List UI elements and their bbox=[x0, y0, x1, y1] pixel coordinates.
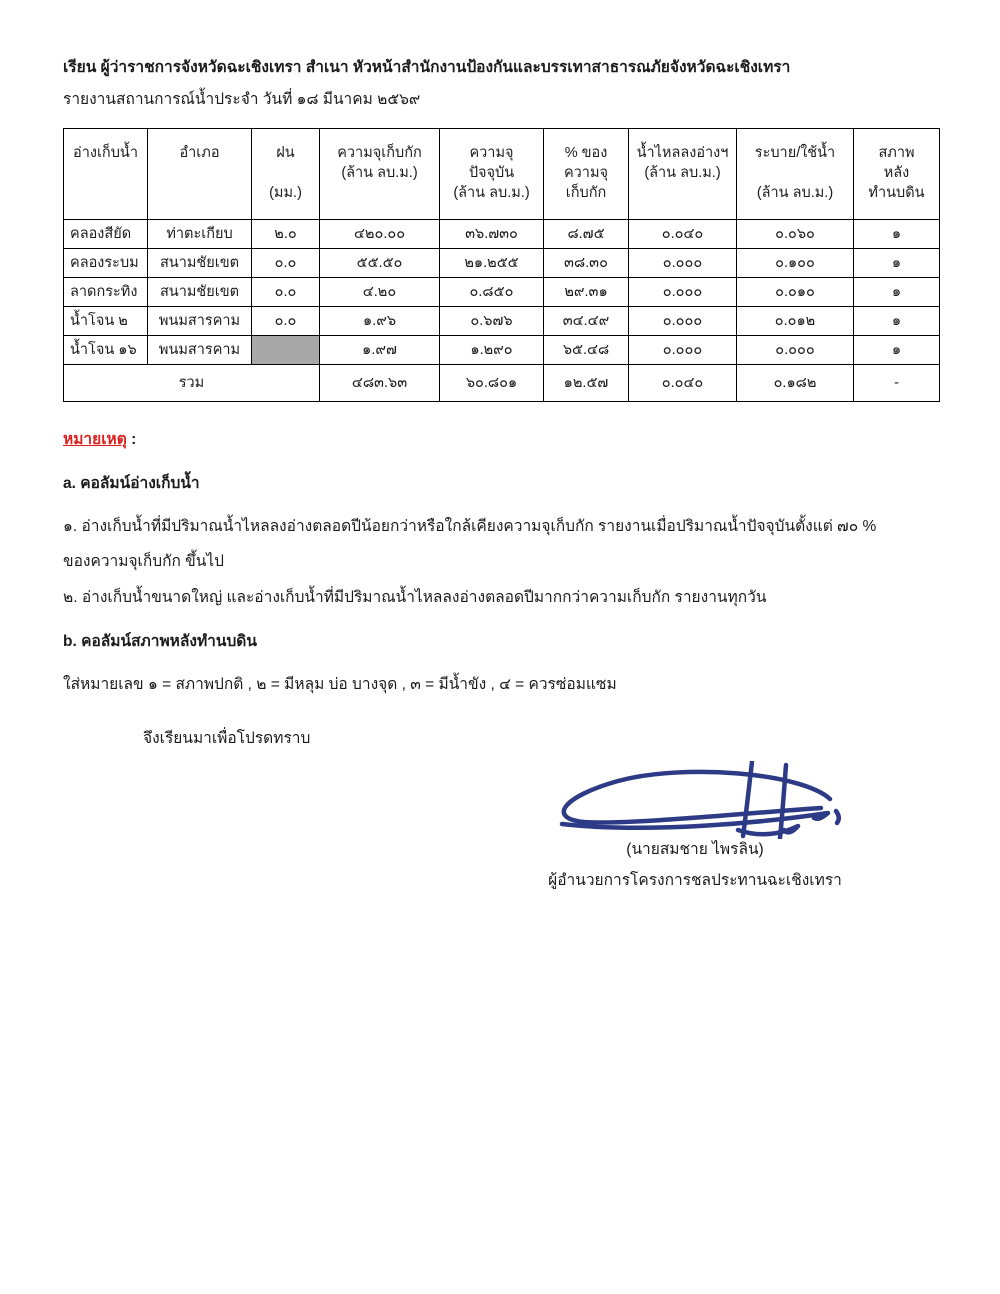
table-cell: ๔๒๐.๐๐ bbox=[320, 219, 440, 248]
total-cell: ๑๒.๕๗ bbox=[544, 364, 629, 401]
column-header-4: ความจุ ปัจจุบัน (ล้าน ลบ.ม.) bbox=[440, 128, 544, 219]
table-cell: ๐.๐๐๐ bbox=[629, 248, 737, 277]
reservoir-name-cell: ลาดกระทิง bbox=[64, 277, 148, 306]
table-cell: ๑.๙๗ bbox=[320, 335, 440, 364]
table-cell: ๐.๐๐๐ bbox=[629, 335, 737, 364]
table-row-3 bbox=[64, 306, 940, 335]
table-cell: ท่าตะเกียบ bbox=[148, 219, 252, 248]
table-cell: ๐.๐๑๒ bbox=[737, 306, 854, 335]
table-cell: ๑.๙๖ bbox=[320, 306, 440, 335]
table-cell: ๑ bbox=[854, 335, 940, 364]
note-section-a-title: a. คอลัมน์อ่างเก็บน้ำ bbox=[63, 475, 200, 493]
table-cell: พนมสารคาม bbox=[148, 335, 252, 364]
table-cell: ๐.๐ bbox=[252, 248, 320, 277]
column-header-7: ระบาย/ใช้น้ำ (ล้าน ลบ.ม.) bbox=[737, 128, 854, 219]
column-header-2: ฝน (มม.) bbox=[252, 128, 320, 219]
table-row-1 bbox=[64, 248, 940, 277]
total-label: รวม bbox=[64, 364, 320, 401]
notes-heading-red-text: หมายเหตุ bbox=[63, 430, 127, 448]
reservoir-name-cell: น้ำโจน ๒ bbox=[64, 306, 148, 335]
reservoir-name-cell: คลองระบม bbox=[64, 248, 148, 277]
table-cell: ๐.๘๕๐ bbox=[440, 277, 544, 306]
table-row-4 bbox=[64, 335, 940, 364]
table-cell: ๐.๑๐๐ bbox=[737, 248, 854, 277]
table-cell: ๐.๐๐๐ bbox=[629, 277, 737, 306]
table-cell: ๔.๒๐ bbox=[320, 277, 440, 306]
table-cell: ๐.๐๖๐ bbox=[737, 219, 854, 248]
table-cell: ๒๙.๓๑ bbox=[544, 277, 629, 306]
table-row-0 bbox=[64, 219, 940, 248]
table-cell: ๓๖.๗๓๐ bbox=[440, 219, 544, 248]
table-cell: ๓๘.๓๐ bbox=[544, 248, 629, 277]
signer-title: ผู้อำนวยการโครงการชลประทานฉะเชิงเทรา bbox=[548, 872, 842, 890]
table-cell: พนมสารคาม bbox=[148, 306, 252, 335]
column-header-1: อำเภอ bbox=[148, 128, 252, 219]
table-cell: ๖๕.๔๘ bbox=[544, 335, 629, 364]
column-header-3: ความจุเก็บกัก (ล้าน ลบ.ม.) bbox=[320, 128, 440, 219]
table-row-2 bbox=[64, 277, 940, 306]
table-cell: ๐.๐๐๐ bbox=[629, 306, 737, 335]
recipient-line: เรียน ผู้ว่าราชการจังหวัดฉะเชิงเทรา สำเนา หัวหน้าสำนักงานป้องกันและบรรเทาสาธารณภัยจังหวัดฉะเชิงเทรา bbox=[63, 59, 791, 76]
signature-block bbox=[530, 761, 860, 893]
notes-heading-colon: : bbox=[126, 430, 137, 448]
table-cell: ๒.๐ bbox=[252, 219, 320, 248]
table-cell: ๐.๐๔๐ bbox=[629, 219, 737, 248]
total-row bbox=[64, 364, 940, 401]
note-item-1: ๑. อ่างเก็บน้ำที่มีปริมาณน้ำไหลลงอ่างตลอดปีน้อยกว่าหรือใกล้เคียงความจุเก็บกัก รายงานเมื่อปริมาณน้ำปัจจุบันตั้งแต่ ๗๐ % bbox=[63, 517, 877, 535]
total-cell: ๐.๑๘๒ bbox=[737, 364, 854, 401]
total-cell: - bbox=[854, 364, 940, 401]
table-cell: ๑ bbox=[854, 306, 940, 335]
table-cell bbox=[252, 335, 320, 364]
total-cell: ๐.๐๔๐ bbox=[629, 364, 737, 401]
water-report-table bbox=[63, 128, 940, 402]
table-cell: ๑ bbox=[854, 277, 940, 306]
table-cell: ๒๑.๒๕๕ bbox=[440, 248, 544, 277]
table-cell: ๐.๖๗๖ bbox=[440, 306, 544, 335]
table-cell: ๐.๐๑๐ bbox=[737, 277, 854, 306]
note-item-b: ใส่หมายเลข ๑ = สภาพปกติ , ๒ = มีหลุม บ่อ บางจุด , ๓ = มีน้ำขัง , ๔ = ควรซ่อมแซม bbox=[63, 675, 617, 693]
note-item-1-continued: ของความจุเก็บกัก ขึ้นไป bbox=[63, 553, 224, 571]
table-cell: ๑.๒๙๐ bbox=[440, 335, 544, 364]
note-item-2: ๒. อ่างเก็บน้ำขนาดใหญ่ และอ่างเก็บน้ำที่มีปริมาณน้ำไหลลงอ่างตลอดปีมากกว่าความเก็บกัก รายงานทุกวัน bbox=[63, 588, 767, 606]
signer-name: (นายสมชาย ไพรลิน) bbox=[626, 840, 764, 858]
column-header-0: อ่างเก็บน้ำ bbox=[64, 128, 148, 219]
table-cell: ๐.๐ bbox=[252, 277, 320, 306]
table-cell: ๐.๐ bbox=[252, 306, 320, 335]
notes-heading bbox=[63, 429, 938, 451]
table-cell: ๕๕.๕๐ bbox=[320, 248, 440, 277]
table-cell: สนามชัยเขต bbox=[148, 248, 252, 277]
reservoir-name-cell: คลองสียัด bbox=[64, 219, 148, 248]
table-cell: ๑ bbox=[854, 219, 940, 248]
column-header-8: สภาพ หลัง ทำนบดิน bbox=[854, 128, 940, 219]
closing-line: จึงเรียนมาเพื่อโปรดทราบ bbox=[143, 730, 311, 748]
column-header-6: น้ำไหลลงอ่างฯ (ล้าน ลบ.ม.) bbox=[629, 128, 737, 219]
total-cell: ๔๘๓.๖๓ bbox=[320, 364, 440, 401]
table-cell: ๘.๗๕ bbox=[544, 219, 629, 248]
table-cell: สนามชัยเขต bbox=[148, 277, 252, 306]
table-cell: ๐.๐๐๐ bbox=[737, 335, 854, 364]
total-cell: ๖๐.๘๐๑ bbox=[440, 364, 544, 401]
note-section-b-title: b. คอลัมน์สภาพหลังทำนบดิน bbox=[63, 633, 257, 651]
report-date-line: รายงานสถานการณ์น้ำประจำ วันที่ ๑๘ มีนาคม ๒๕๖๙ bbox=[63, 91, 421, 109]
table-cell: ๓๔.๔๙ bbox=[544, 306, 629, 335]
reservoir-name-cell: น้ำโจน ๑๖ bbox=[64, 335, 148, 364]
column-header-5: % ของ ความจุ เก็บกัก bbox=[544, 128, 629, 219]
table-cell: ๑ bbox=[854, 248, 940, 277]
signature-image bbox=[530, 761, 860, 839]
